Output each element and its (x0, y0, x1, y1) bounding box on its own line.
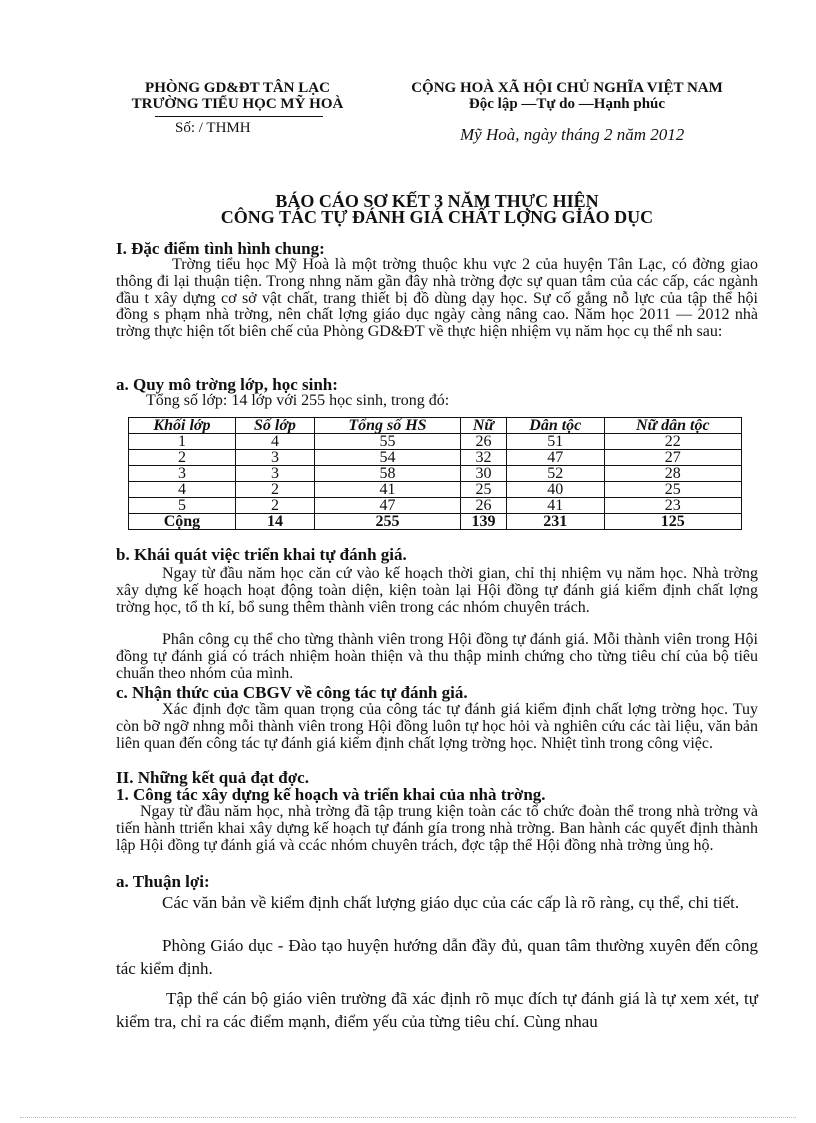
section-1-paragraph: Trờng tiểu học Mỹ Hoà là một trờng thuộc khu vực 2 của huyện Tân Lạc, có đờng giao thông đi lại thuận tiện. Trong nhng năm gần đây nhà trờng đợc sự quan tâm của các cấp, các ngành đầu t xây dựng cơ sở vật chất, trang thiết bị đồ dùng dạy học. Sự cố gắng nỗ lực của tập thể hội đồng s phạm nhà trờng, nên chất lợng giáo dục ngày càng nâng cao. Năm học 2011 — 2012 nhà trờng thực hiện tốt biên chế của Phòng GD&ĐT về thực hiện nhiệm vụ năm học cụ thể nh sau: (116, 256, 758, 341)
table-cell: 1 (129, 434, 236, 450)
table-cell: 47 (314, 498, 460, 514)
table-cell: 2 (235, 482, 314, 498)
section-b-paragraph-2: Phân công cụ thể cho từng thành viên trong Hội đồng tự đánh giá. Mỗi thành viên trong Hội đồng tự đánh giá có trách nhiệm hoàn thiện và thu thập minh chứng cho từng tiêu chí của bộ tiêu chuẩn theo nhóm của mình. (116, 631, 758, 682)
country-name: CỘNG HOÀ XÃ HỘI CHỦ NGHĨA VIỆT NAM (411, 80, 723, 96)
section-2-1-heading: 1. Công tác xây dựng kế hoạch và triển khai của nhà trờng. (116, 785, 546, 804)
table-cell: 25 (604, 482, 741, 498)
advantages-heading: a. Thuận lợi: (116, 872, 210, 891)
table-cell: 32 (460, 450, 506, 466)
section-a-heading: a. Quy mô trờng lớp, học sinh: (116, 375, 338, 394)
table-row (129, 482, 742, 498)
section-2-heading: II. Những kết quả đạt đợc. (116, 768, 309, 787)
advantages-paragraph-1: Các văn bản về kiểm định chất lượng giáo dục của các cấp là rõ ràng, cụ thể, chi tiết. (162, 893, 740, 912)
section-c-paragraph: Xác định đợc tầm quan trọng của công tác tự đánh giá kiểm định chất lợng trờng học. Tuy còn bỡ ngỡ nhng mỗi thành viên trong Hội đồng luôn tự học hỏi và nghiên cứu các tài liệu, văn bản liên quan đến công tác tự đánh giá kiểm định chất lợng trờng học. Nhiệt tình trong công việc. (116, 701, 758, 752)
table-cell: 47 (506, 450, 604, 466)
table-cell: 58 (314, 466, 460, 482)
table-cell: 139 (460, 514, 506, 530)
table-cell: 2 (129, 450, 236, 466)
advantages-paragraph-3: Tập thể cán bộ giáo viên trường đã xác định rõ mục đích tự đánh giá là tự xem xét, tự kiểm tra, chỉ ra các điểm mạnh, điểm yếu của từng tiêu chí. Cùng nhau (116, 989, 758, 1031)
national-motto-block (378, 80, 756, 112)
table-cell: 26 (460, 434, 506, 450)
table-cell: 14 (235, 514, 314, 530)
col-header-ethnic: Dân tộc (506, 418, 604, 434)
table-row (129, 498, 742, 514)
table-cell: 231 (506, 514, 604, 530)
table-cell: 28 (604, 466, 741, 482)
table-cell: 26 (460, 498, 506, 514)
report-title-line2: CÔNG TÁC TỰ ĐÁNH GIÁ CHẤT LỢNG GIÁO DỤC (220, 207, 654, 227)
col-header-ethnic-female: Nữ dân tộc (604, 418, 741, 434)
issuer-block (110, 80, 365, 112)
table-cell: 3 (235, 466, 314, 482)
table-cell: 5 (129, 498, 236, 514)
col-header-female: Nữ (460, 418, 506, 434)
col-header-students: Tổng số HS (314, 418, 460, 434)
student-statistics-table (128, 417, 742, 530)
motto: Độc lập —Tự do —Hạnh phúc (468, 96, 666, 112)
table-cell: 4 (129, 482, 236, 498)
table-cell: 255 (314, 514, 460, 530)
table-cell: Cộng (129, 514, 236, 530)
page-bottom-border (20, 1117, 796, 1118)
issuer-underline (155, 116, 323, 117)
table-cell: 55 (314, 434, 460, 450)
section-b-paragraph-1: Ngay từ đầu năm học căn cứ vào kế hoạch thời gian, chỉ thị nhiệm vụ năm học. Nhà trờng xây dựng kế hoạch hoạt động toàn diện, kiện toàn lại Hội đồng tự đánh giá kiểm định chất lợng trờng học, tổ th kí, bổ sung thêm thành viên trong các nhóm chuyên trách. (116, 565, 758, 616)
section-2-1-paragraph: Ngay từ đầu năm học, nhà trờng đã tập trung kiện toàn các tổ chức đoàn thể trong nhà trờng và tiến hành ttriển khai xây dựng kế hoạch tự đánh gía trong nhà trờng. Ban hành các quyết định thành lập Hội đồng tự đánh giá và ccác nhóm chuyên trách, đợc tập thể Hội đồng nhà trờng ủng hộ. (116, 803, 758, 854)
school-name: TRƯỜNG TIỂU HỌC MỸ HOÀ (131, 96, 344, 112)
section-b-heading: b. Khái quát việc triển khai tự đánh giá. (116, 545, 407, 564)
report-title-line1: BÁO CÁO SƠ KẾT 3 NĂM THỰC HIỆN (275, 191, 599, 211)
table-cell: 4 (235, 434, 314, 450)
table-cell: 52 (506, 466, 604, 482)
table-cell: 51 (506, 434, 604, 450)
document-number: Số: / THMH (175, 120, 251, 136)
section-1-heading: I. Đặc điểm tình hình chung: (116, 239, 325, 258)
department-name: PHÒNG GD&ĐT TÂN LẠC (145, 80, 330, 96)
table-row (129, 450, 742, 466)
table-cell: 54 (314, 450, 460, 466)
table-cell: 2 (235, 498, 314, 514)
advantages-paragraph-2: Phòng Giáo dục - Đào tạo huyện hướng dẫn đầy đủ, quan tâm thường xuyên đến công tác kiểm định. (116, 936, 758, 978)
table-cell: 25 (460, 482, 506, 498)
table-cell: 41 (314, 482, 460, 498)
table-cell: 23 (604, 498, 741, 514)
table-cell: 3 (129, 466, 236, 482)
table-cell: 3 (235, 450, 314, 466)
col-header-grade: Khối lớp (129, 418, 236, 434)
table-cell: 30 (460, 466, 506, 482)
table-cell: 41 (506, 498, 604, 514)
issue-date: Mỹ Hoà, ngày tháng 2 năm 2012 (460, 125, 685, 144)
section-c-heading: c. Nhận thức của CBGV về công tác tự đánh giá. (116, 683, 468, 702)
table-header-row (129, 418, 742, 434)
table-row (129, 466, 742, 482)
table-total-row (129, 514, 742, 530)
table-cell: 125 (604, 514, 741, 530)
table-cell: 40 (506, 482, 604, 498)
table-row (129, 434, 742, 450)
col-header-classes: Số lớp (235, 418, 314, 434)
table-cell: 27 (604, 450, 741, 466)
section-a-intro: Tổng số lớp: 14 lớp với 255 học sinh, trong đó: (146, 392, 450, 409)
table-cell: 22 (604, 434, 741, 450)
